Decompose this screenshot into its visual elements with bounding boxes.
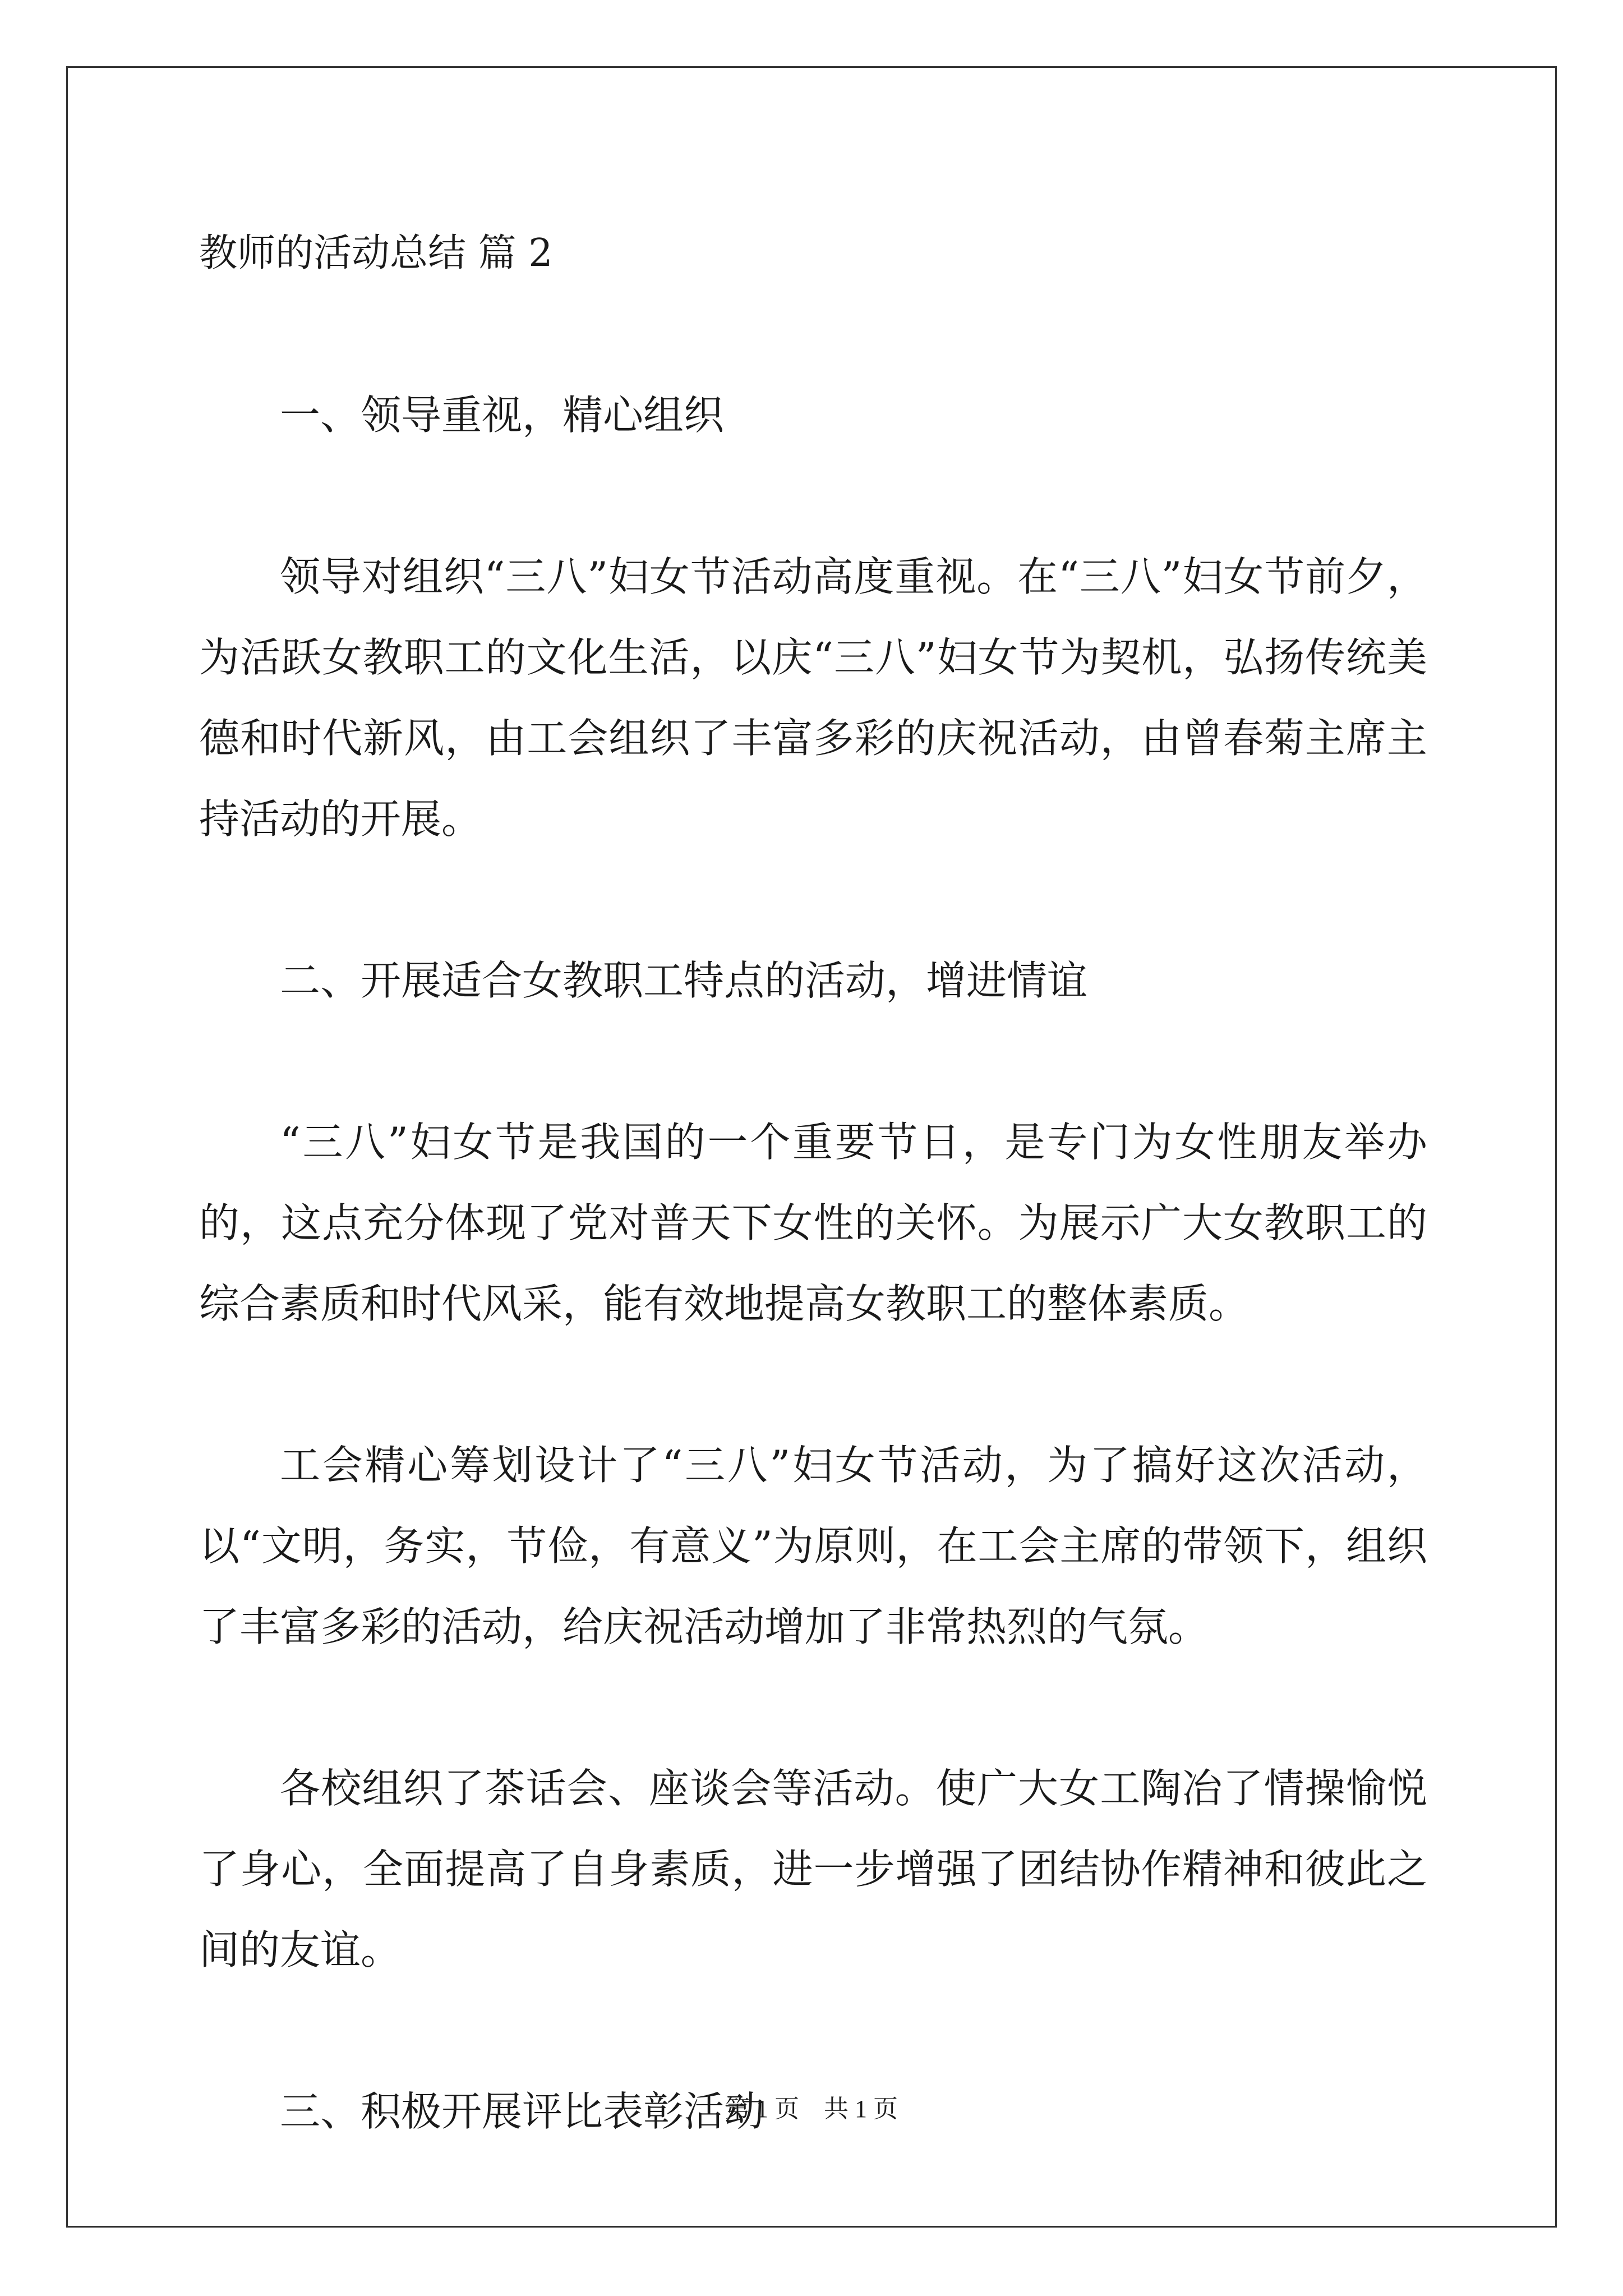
section-heading: 二、开展适合女教职工特点的活动，增进情谊 bbox=[280, 957, 1088, 1004]
paragraph: 领导对组织“三八”妇女节活动高度重视。在“三八”妇女节前夕，为活跃女教职工的文化生活，以庆“三八”妇女节为契机，弘扬传统美德和时代新风，由工会组织了丰富多彩的庆祝活动，由曾春菊主席主持活动的开展。 bbox=[199, 553, 1427, 843]
section-heading: 三、积极开展评比表彰活动 bbox=[280, 2088, 765, 2135]
paragraph: “三八”妇女节是我国的一个重要节日，是专门为女性朋友举办的，这点充分体现了党对普天下女性的关怀。为展示广大女教职工的综合素质和时代风采，能有效地提高女教职工的整体素质。 bbox=[199, 1119, 1427, 1327]
section-heading: 一、领导重视，精心组织 bbox=[280, 392, 725, 439]
paragraph: 工会精心筹划设计了“三八”妇女节活动，为了搞好这次活动，以“文明，务实，节俭，有意义”为原则，在工会主席的带领下，组织了丰富多彩的活动，给庆祝活动增加了非常热烈的气氛。 bbox=[199, 1442, 1427, 1650]
document-title: 教师的活动总结 篇 2 bbox=[199, 231, 553, 275]
page-footer: 第 1 页 共 1 页 bbox=[725, 2095, 898, 2123]
document-body bbox=[199, 213, 1427, 2152]
paragraph: 各校组织了茶话会、座谈会等活动。使广大女工陶冶了情操愉悦了身心，全面提高了自身素质，进一步增强了团结协作精神和彼此之间的友谊。 bbox=[199, 1765, 1427, 1973]
